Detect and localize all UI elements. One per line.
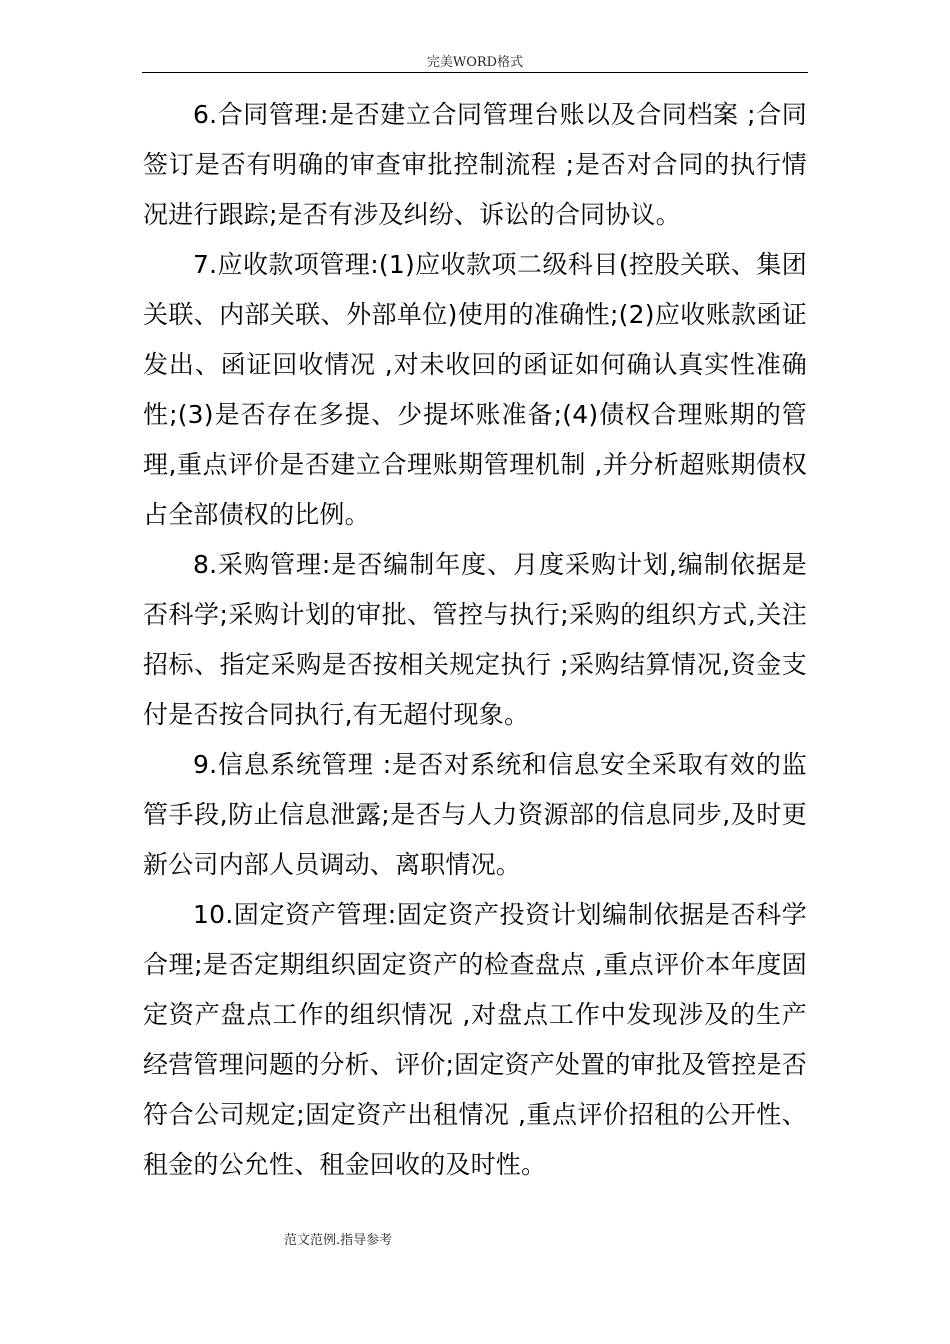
page-header: 完美WORD格式: [426, 55, 524, 70]
paragraph-receivables-management: 7.应收款项管理:(1)应收款项二级科目(控股关联、集团关联、内部关联、外部单位)使用的准确性;(2)应收账款函证发出、函证回收情况 ,对未收回的函证如何确认真实性准确性;(3)是否存在多提、少提坏账准备;(4)债权合理账期的管理,重点评价是否建立合理账期管理机制 ,并分析超账期债权占全部债权的比例。: [143, 250, 807, 529]
paragraph-contract-management: 6.合同管理:是否建立合同管理台账以及合同档案 ;合同签订是否有明确的审查审批控制流程 ;是否对合同的执行情况进行跟踪;是否有涉及纠纷、诉讼的合同协议。: [143, 100, 808, 229]
header-divider: [142, 72, 808, 73]
paragraph-information-system-management: 9.信息系统管理 :是否对系统和信息安全采取有效的监管手段,防止信息泄露;是否与人力资源部的信息同步,及时更新公司内部人员调动、离职情况。: [143, 750, 807, 879]
paragraph-procurement-management: 8.采购管理:是否编制年度、月度采购计划,编制依据是否科学;采购计划的审批、管控与执行;采购的组织方式,关注招标、指定采购是否按相关规定执行 ;采购结算情况,资金支付是否按合同执行,有无超付现象。: [143, 550, 807, 729]
document-body: [143, 90, 807, 1190]
page-footer: 范文范例.指导参考: [284, 1233, 393, 1248]
paragraph-fixed-asset-management: 10.固定资产管理:固定资产投资计划编制依据是否科学合理;是否定期组织固定资产的检查盘点 ,重点评价本年度固定资产盘点工作的组织情况 ,对盘点工作中发现涉及的生产经营管理问题的分析、评价;固定资产处置的审批及管控是否符合公司规定;固定资产出租情况 ,重点评价招租的公开性、租金的公允性、租金回收的及时性。: [143, 900, 807, 1179]
